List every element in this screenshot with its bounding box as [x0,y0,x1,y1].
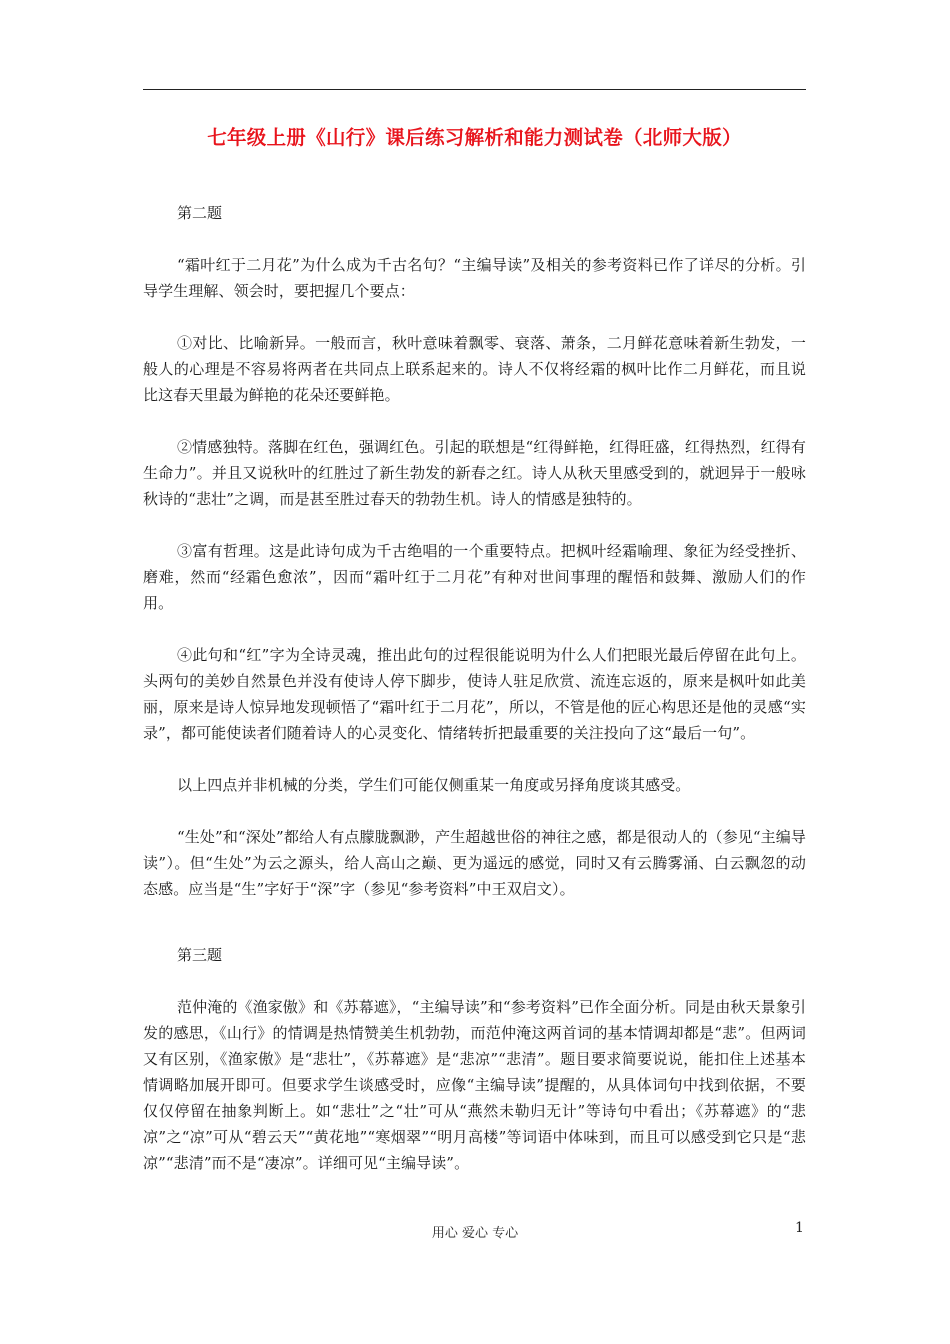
paragraph: ③富有哲理。这是此诗句成为千古绝唱的一个重要特点。把枫叶经霜喻理、象征为经受挫折、磨难，然而“经霜色愈浓”，因而“霜叶红于二月花”有种对世间事理的醒悟和鼓舞、激励人们的作用。 [143,542,806,612]
paragraph: “生处”和“深处”都给人有点朦胧飘渺，产生超越世俗的神往之感，都是很动人的（参见“主编导读”）。但“生处”为云之源头，给人高山之巅、更为遥远的感觉，同时又有云腾雾涌、白云飘忽的动态感。应当是“生”字好于“深”字（参见“参考资料”中王双启文）。 [143,828,806,898]
paragraph: ①对比、比喻新异。一般而言，秋叶意味着飘零、衰落、萧条，二月鲜花意味着新生勃发，一般人的心理是不容易将两者在共同点上联系起来的。诗人不仅将经霜的枫叶比作二月鲜花，而且说比这春天里最为鲜艳的花朵还要鲜艳。 [143,334,806,404]
paragraph: ④此句和“红”字为全诗灵魂，推出此句的过程很能说明为什么人们把眼光最后停留在此句上。头两句的美妙自然景色并没有使诗人停下脚步，使诗人驻足欣赏、流连忘返的，原来是枫叶如此美丽，原来是诗人惊异地发现顿悟了“霜叶红于二月花”，所以，不管是他的匠心构思还是他的灵感“实录”，都可能使读者们随着诗人的心灵变化、情绪转折把最重要的关注投向了这“最后一句”。 [143,646,806,742]
document-body [143,200,806,1176]
paragraph: ②情感独特。落脚在红色，强调红色。引起的联想是“红得鲜艳，红得旺盛，红得热烈，红得有生命力”。并且又说秋叶的红胜过了新生勃发的新春之红。诗人从秋天里感受到的，就迥异于一般咏秋诗的“悲壮”之调，而是甚至胜过春天的勃勃生机。诗人的情感是独特的。 [143,438,806,508]
header-rule [143,89,806,90]
paragraph: 以上四点并非机械的分类，学生们可能仅侧重某一角度或另择角度谈其感受。 [177,776,691,794]
section-heading-2: 第二题 [177,204,223,222]
paragraph: “霜叶红于二月花”为什么成为千古名句？“主编导读”及相关的参考资料已作了详尽的分析。引导学生理解、领会时，要把握几个要点： [143,256,806,300]
paragraph: 范仲淹的《渔家傲》和《苏幕遮》，“主编导读”和“参考资料”已作全面分析。同是由秋天景象引发的感思，《山行》的情调是热情赞美生机勃勃，而范仲淹这两首词的基本情调却都是“悲”。但两词又有区别，《渔家傲》是“悲壮”，《苏幕遮》是“悲凉”“悲清”。题目要求简要说说，能扣住上述基本情调略加展开即可。但要求学生谈感受时，应像“主编导读”提醒的，从具体词句中找到依据，不要仅仅停留在抽象判断上。如“悲壮”之“壮”可从“燕然未勒归无计”等诗句中看出；《苏幕遮》的“悲凉”之“凉”可从“碧云天”“黄花地”“寒烟翠”“明月高楼”等词语中体味到，而且可以感受到它只是“悲凉”“悲清”而不是“凄凉”。详细可见“主编导读”。 [143,998,806,1172]
section-heading-3: 第三题 [177,946,223,964]
document-title: 七年级上册《山行》课后练习解析和能力测试卷（北师大版） [207,126,742,149]
page-number: 1 [795,1220,804,1236]
footer-slogan: 用心 爱心 专心 [431,1226,519,1241]
